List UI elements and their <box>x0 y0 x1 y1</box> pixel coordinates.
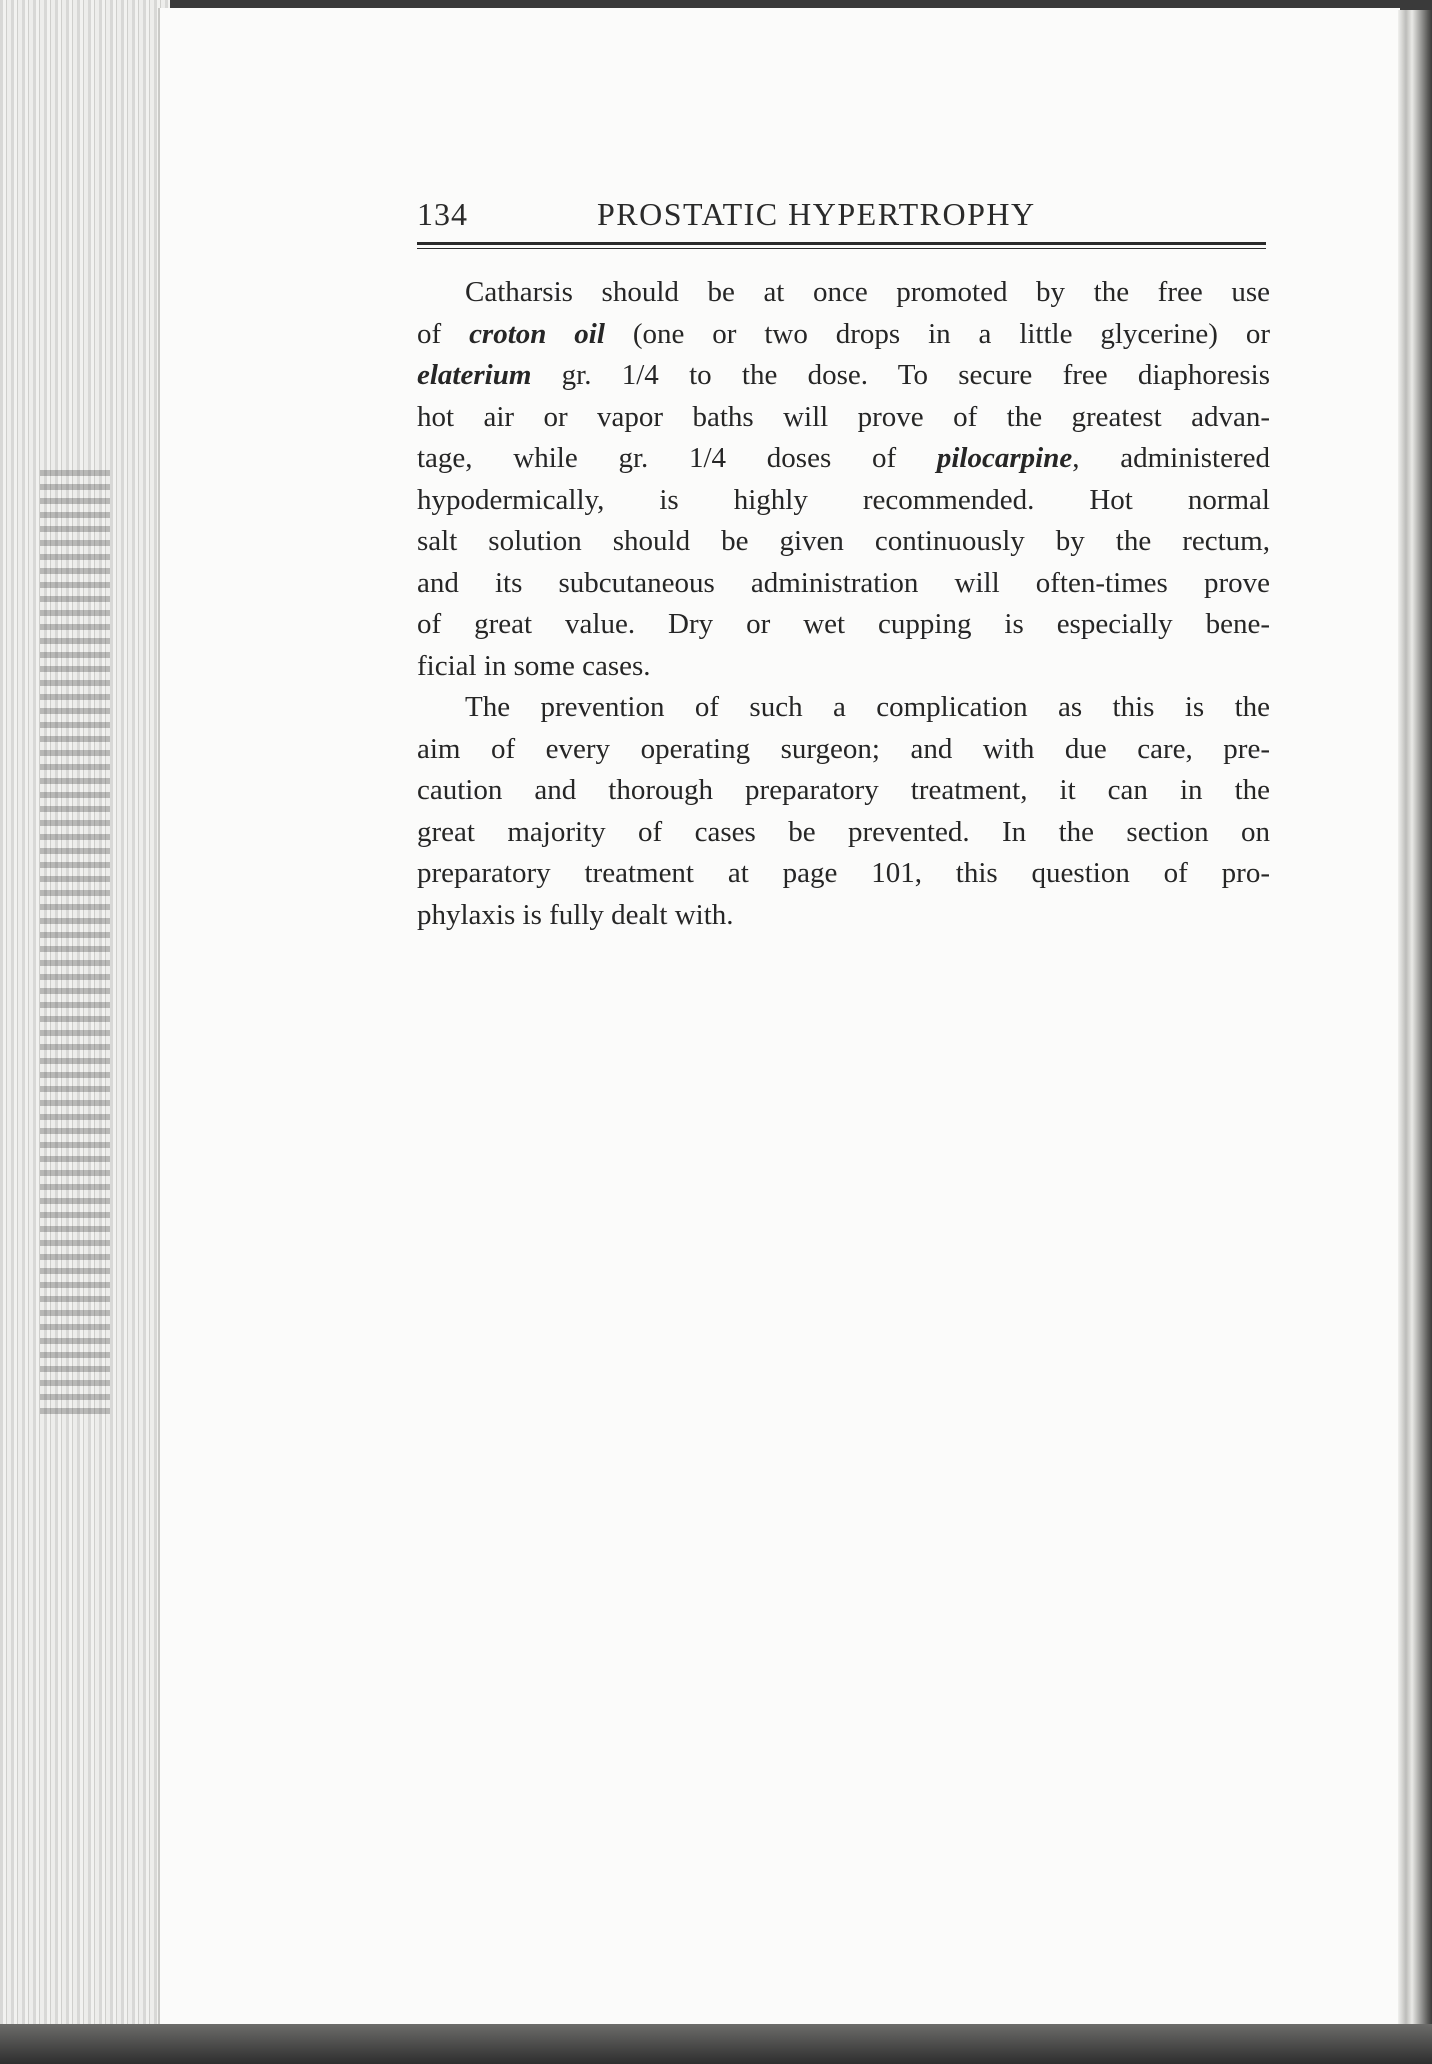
text-line: salt solution should be given continuously by the rectum, <box>417 525 1270 557</box>
text-line: The prevention of such a complication as this is the <box>465 691 1270 723</box>
page-header <box>417 196 1266 236</box>
text-line: of great value. Dry or wet cupping is especially bene- <box>417 608 1270 640</box>
text-line: great majority of cases be prevented. In the section on <box>417 815 1270 848</box>
page-edges-stack <box>0 0 170 2030</box>
running-title: PROSTATIC HYPERTROPHY <box>597 196 1036 232</box>
header-rule-thick <box>417 242 1266 245</box>
bottom-shadow <box>0 2024 1432 2064</box>
body-text <box>417 272 1270 936</box>
paragraph <box>417 687 1270 936</box>
paragraph <box>417 272 1270 687</box>
text-line: hot air or vapor baths will prove of the greatest advan- <box>417 400 1270 433</box>
text-line: ficial in some cases. <box>417 649 651 682</box>
italic-term: elaterium <box>417 359 532 391</box>
page-right-edge <box>1398 10 1432 2030</box>
text-line: of croton oil (one or two drops in a little glycerine) or <box>417 317 1270 350</box>
italic-term: croton oil <box>469 317 605 350</box>
text-line: elaterium gr. 1/4 to the dose. To secure free diaphoresis <box>417 359 1270 391</box>
page-number: 134 <box>417 196 468 232</box>
italic-term: pilocarpine <box>936 442 1073 474</box>
text-line: aim of every operating surgeon; and with due care, pre- <box>417 732 1270 765</box>
text-line: hypodermically, is highly recommended. Hot normal <box>417 483 1270 516</box>
text-line: preparatory treatment at page 101, this question of pro- <box>417 857 1270 889</box>
text-line: and its subcutaneous administration will often-times prove <box>417 566 1270 599</box>
text-line: caution and thorough preparatory treatment, it can in the <box>417 774 1270 806</box>
header-rule-thin <box>417 248 1266 249</box>
text-line: phylaxis is fully dealt with. <box>417 898 734 931</box>
text-line: tage, while gr. 1/4 doses of pilocarpine, administered <box>417 442 1270 474</box>
text-line: Catharsis should be at once promoted by the free use <box>465 276 1270 308</box>
